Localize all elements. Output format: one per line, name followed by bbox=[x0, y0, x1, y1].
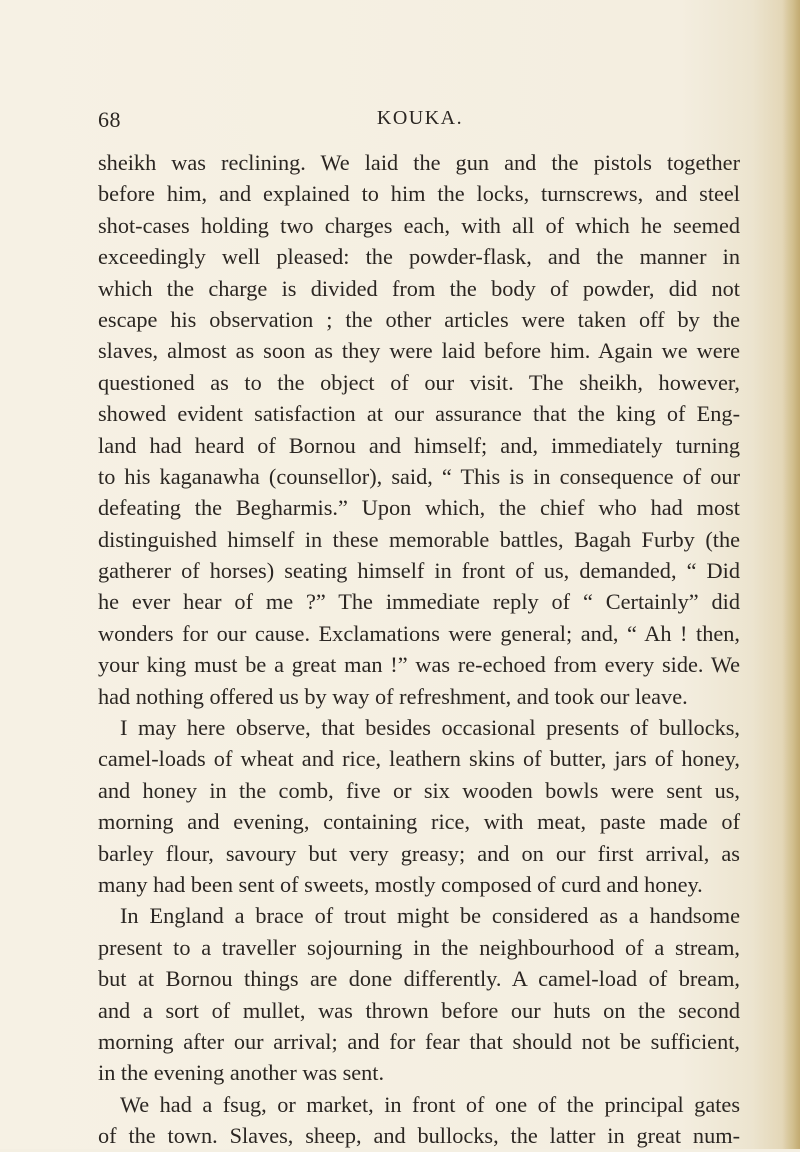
text-line: land had heard of Bornou and himself; and, immediately turning bbox=[98, 432, 740, 458]
body-text bbox=[98, 147, 740, 1152]
text-line: which the charge is divided from the body of powder, did not bbox=[98, 275, 740, 301]
text-line: showed evident satisfaction at our assurance that the king of Eng- bbox=[98, 401, 740, 427]
text-line: exceedingly well pleased: the powder-flask, and the manner in bbox=[98, 244, 740, 270]
text-line: morning and evening, containing rice, with meat, paste made of bbox=[98, 809, 740, 835]
text-line: I may here observe, that besides occasional presents of bullocks, bbox=[120, 715, 740, 741]
text-line: shot-cases holding two charges each, with all of which he seemed bbox=[98, 212, 740, 238]
page-number: 68 bbox=[98, 107, 121, 132]
text-line: he ever hear of me ?” The immediate reply of “ Certainly” did bbox=[98, 589, 740, 615]
text-line: barley flour, savoury but very greasy; and on our first arrival, as bbox=[98, 840, 740, 866]
text-line: In England a brace of trout might be considered as a handsome bbox=[120, 903, 740, 929]
text-line: slaves, almost as soon as they were laid before him. Again we were bbox=[98, 338, 740, 364]
text-line: morning after our arrival; and for fear that should not be sufficient, bbox=[98, 1028, 740, 1054]
text-line: your king must be a great man !” was re-echoed from every side. We bbox=[98, 652, 740, 678]
text-line: present to a traveller sojourning in the neighbourhood of a stream, bbox=[98, 934, 740, 960]
text-line: escape his observation ; the other articles were taken off by the bbox=[98, 306, 740, 332]
text-line: had nothing offered us by way of refreshment, and took our leave. bbox=[98, 683, 688, 709]
text-line: and honey in the comb, five or six wooden bowls were sent us, bbox=[98, 777, 740, 803]
text-line: We had a fsug, or market, in front of one of the principal gates bbox=[120, 1091, 740, 1117]
text-line: in the evening another was sent. bbox=[98, 1060, 385, 1086]
text-line: camel-loads of wheat and rice, leathern skins of butter, jars of honey, bbox=[98, 746, 740, 772]
text-line: defeating the Begharmis.” Upon which, the chief who had most bbox=[98, 495, 740, 521]
text-line: wonders for our cause. Exclamations were general; and, “ Ah ! then, bbox=[98, 620, 740, 646]
text-line: but at Bornou things are done differently. A camel-load of bream, bbox=[98, 966, 740, 992]
text-line: questioned as to the object of our visit. The sheikh, however, bbox=[98, 369, 740, 395]
page-edge-shadow bbox=[782, 0, 800, 1149]
text-line: sheikh was reclining. We laid the gun and the pistols together bbox=[98, 150, 740, 175]
text-line: and a sort of mullet, was thrown before our huts on the second bbox=[98, 997, 740, 1023]
text-line: before him, and explained to him the locks, turnscrews, and steel bbox=[98, 181, 740, 207]
text-line: gatherer of horses) seating himself in front of us, demanded, “ Did bbox=[98, 558, 740, 584]
text-line: many had been sent of sweets, mostly composed of curd and honey. bbox=[98, 871, 703, 897]
text-line: distinguished himself in these memorable battles, Bagah Furby (the bbox=[98, 526, 740, 552]
text-line: of the town. Slaves, sheep, and bullocks, the latter in great num- bbox=[98, 1123, 740, 1149]
running-title: KOUKA. bbox=[376, 107, 464, 129]
page-header bbox=[98, 107, 718, 137]
text-line: to his kaganawha (counsellor), said, “ This is in consequence of our bbox=[98, 463, 740, 489]
